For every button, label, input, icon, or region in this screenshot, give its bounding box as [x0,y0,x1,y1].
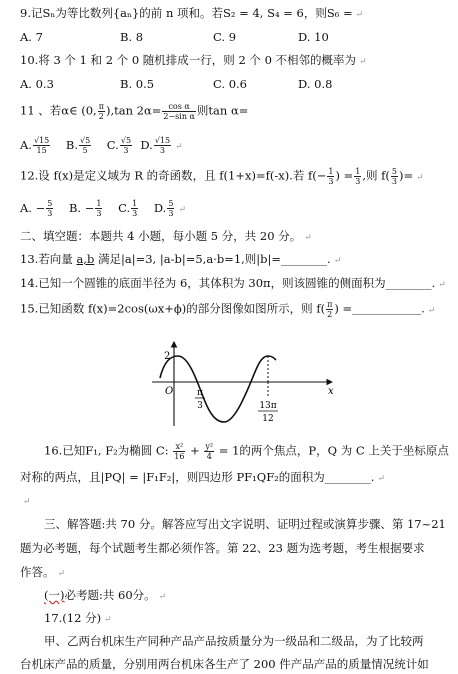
question-10: 10.将 3 个 1 和 2 个 0 随机排成一行，则 2 个 0 不相邻的概率为 ↵ [20,53,367,67]
q10-option-c: C. 0.6 [213,77,247,91]
question-16: 16.已知F₁, F₂为椭圆 C: $\frac{\text{x²}}{16}$ + $\frac{\text{y²}}{4}$ = 1的两个焦点，P，Q 为 C 上关于坐标原点 [44,442,449,461]
section-3-line2: 题为必考题，每个试题考生都必须作答。第 22、23 题为选考题，考生根据要求 [20,541,425,555]
q11-option-b: B. $\frac{√5}{5}$ [65,136,91,155]
question-17-line2: 台机床产品的质量，分别用两台机床各生产了 200 件产品产品的质量情况统计如 [20,657,429,671]
question-17-heading: 17.(12 分) ↵ [44,611,112,625]
empty-paragraph: ↵ [23,497,31,507]
x-tick1-den: 3 [197,401,203,411]
q9-option-c: C. 9 [213,30,237,44]
question-14: 14.已知一个圆锥的底面半径为 6，其体积为 30π，则该圆锥的侧面积为________. ↵ [20,276,446,290]
q12-option-c: C. $\frac{1}{3}$ [118,199,138,218]
question-9: 9.记Sₙ为等比数列{aₙ}的前 n 项和。若S₂ = 4, S₄ = 6，则S₆ = ↵ [20,6,364,20]
section-3-line3: 作答。 ↵ [20,565,66,579]
question-12: 12.设 f(x)是定义域为 R 的奇函数，且 f(1+x)=f(-x).若 f(− $\frac{1}{3}$ ) = $\frac{1}{3}$ ,则 f( $\frac{5}{3}$ )= ↵ [20,167,424,186]
q11-option-d: D. $\frac{√15}{3}$ [140,136,171,155]
q10-option-d: D. 0.8 [298,77,333,91]
section-2-heading: 二、填空题：本题共 4 小题，每小题 5 分，共 20 分。 ↵ [20,229,312,243]
q11-option-a: A. $\frac{√15}{15}$ [20,136,50,155]
q10-option-b: B. 0.5 [120,77,155,91]
x-tick2-num: 13π [259,401,277,411]
x-tick1-num: π [197,388,203,398]
q12-options: A. − $\frac{5}{3}$ B. − $\frac{1}{3}$ C. $\frac{1}{3}$ D. $\frac{5}{3}$ ↵ [20,199,186,218]
q11-option-c: C. $\frac{√5}{3}$ [106,136,132,155]
x-axis-label: x [328,386,334,397]
function-graph [150,338,340,428]
cosine-curve [160,356,276,422]
q9-option-a: A. 7 [20,30,43,44]
q12-option-b: B. − $\frac{1}{3}$ [68,199,102,218]
question-13: 13.若向量 a,b 满足|a|=3, |a-b|=5,a·b=1,则|b|=________. ↵ [20,252,342,266]
subsection-required: (一)必考题:共 60分。 ↵ [44,588,167,602]
y-tick-label: 2 [164,351,171,362]
q12-option-d: D. $\frac{5}{3}$ [153,199,174,218]
paragraph-mark-icon: ↵ [355,10,364,20]
question-11: 11 、若α∈ (0, $\frac{\pi}{2}$ ),tan 2α= $\frac{\text{cos α}}{\text{2−sin α}}$ 则tan α= [20,102,249,121]
question-15: 15.已知函数 f(x)=2cos(ωx+ϕ)的部分图像如图所示，则 f( $\frac{\pi}{2}$ ) =____________. ↵ [20,300,436,319]
origin-label: O [165,386,174,397]
q9-option-b: B. 8 [120,30,144,44]
q11-options: A. $\frac{√15}{15}$ B. $\frac{√5}{5}$ C. $\frac{√5}{3}$ D. $\frac{√15}{3}$ ↵ [20,136,183,155]
fraction: $\frac{\pi}{2}$ [98,102,104,121]
q12-option-a: A. − $\frac{5}{3}$ [20,199,53,218]
paragraph-mark-icon: ↵ [359,57,367,67]
question-17-line1: 甲、乙两台机床生产同种产品产品按质量分为一级品和二级品，为了比较两 [44,634,424,648]
x-tick2-den: 12 [262,414,274,424]
q10-option-a: A. 0.3 [20,77,54,91]
fraction: $\frac{\text{cos α}}{\text{2−sin α}}$ [163,102,195,121]
q9-option-d: D. 10 [298,30,329,44]
section-3-heading: 三、解答题:共 70 分。解答应写出文字说明、证明过程或演算步骤、第 17~21 [44,517,446,531]
question-16-line2: 对称的两点，且|PQ| = |F₁F₂|，则四边形 PF₁QF₂的面积为________. ↵ [20,470,385,484]
